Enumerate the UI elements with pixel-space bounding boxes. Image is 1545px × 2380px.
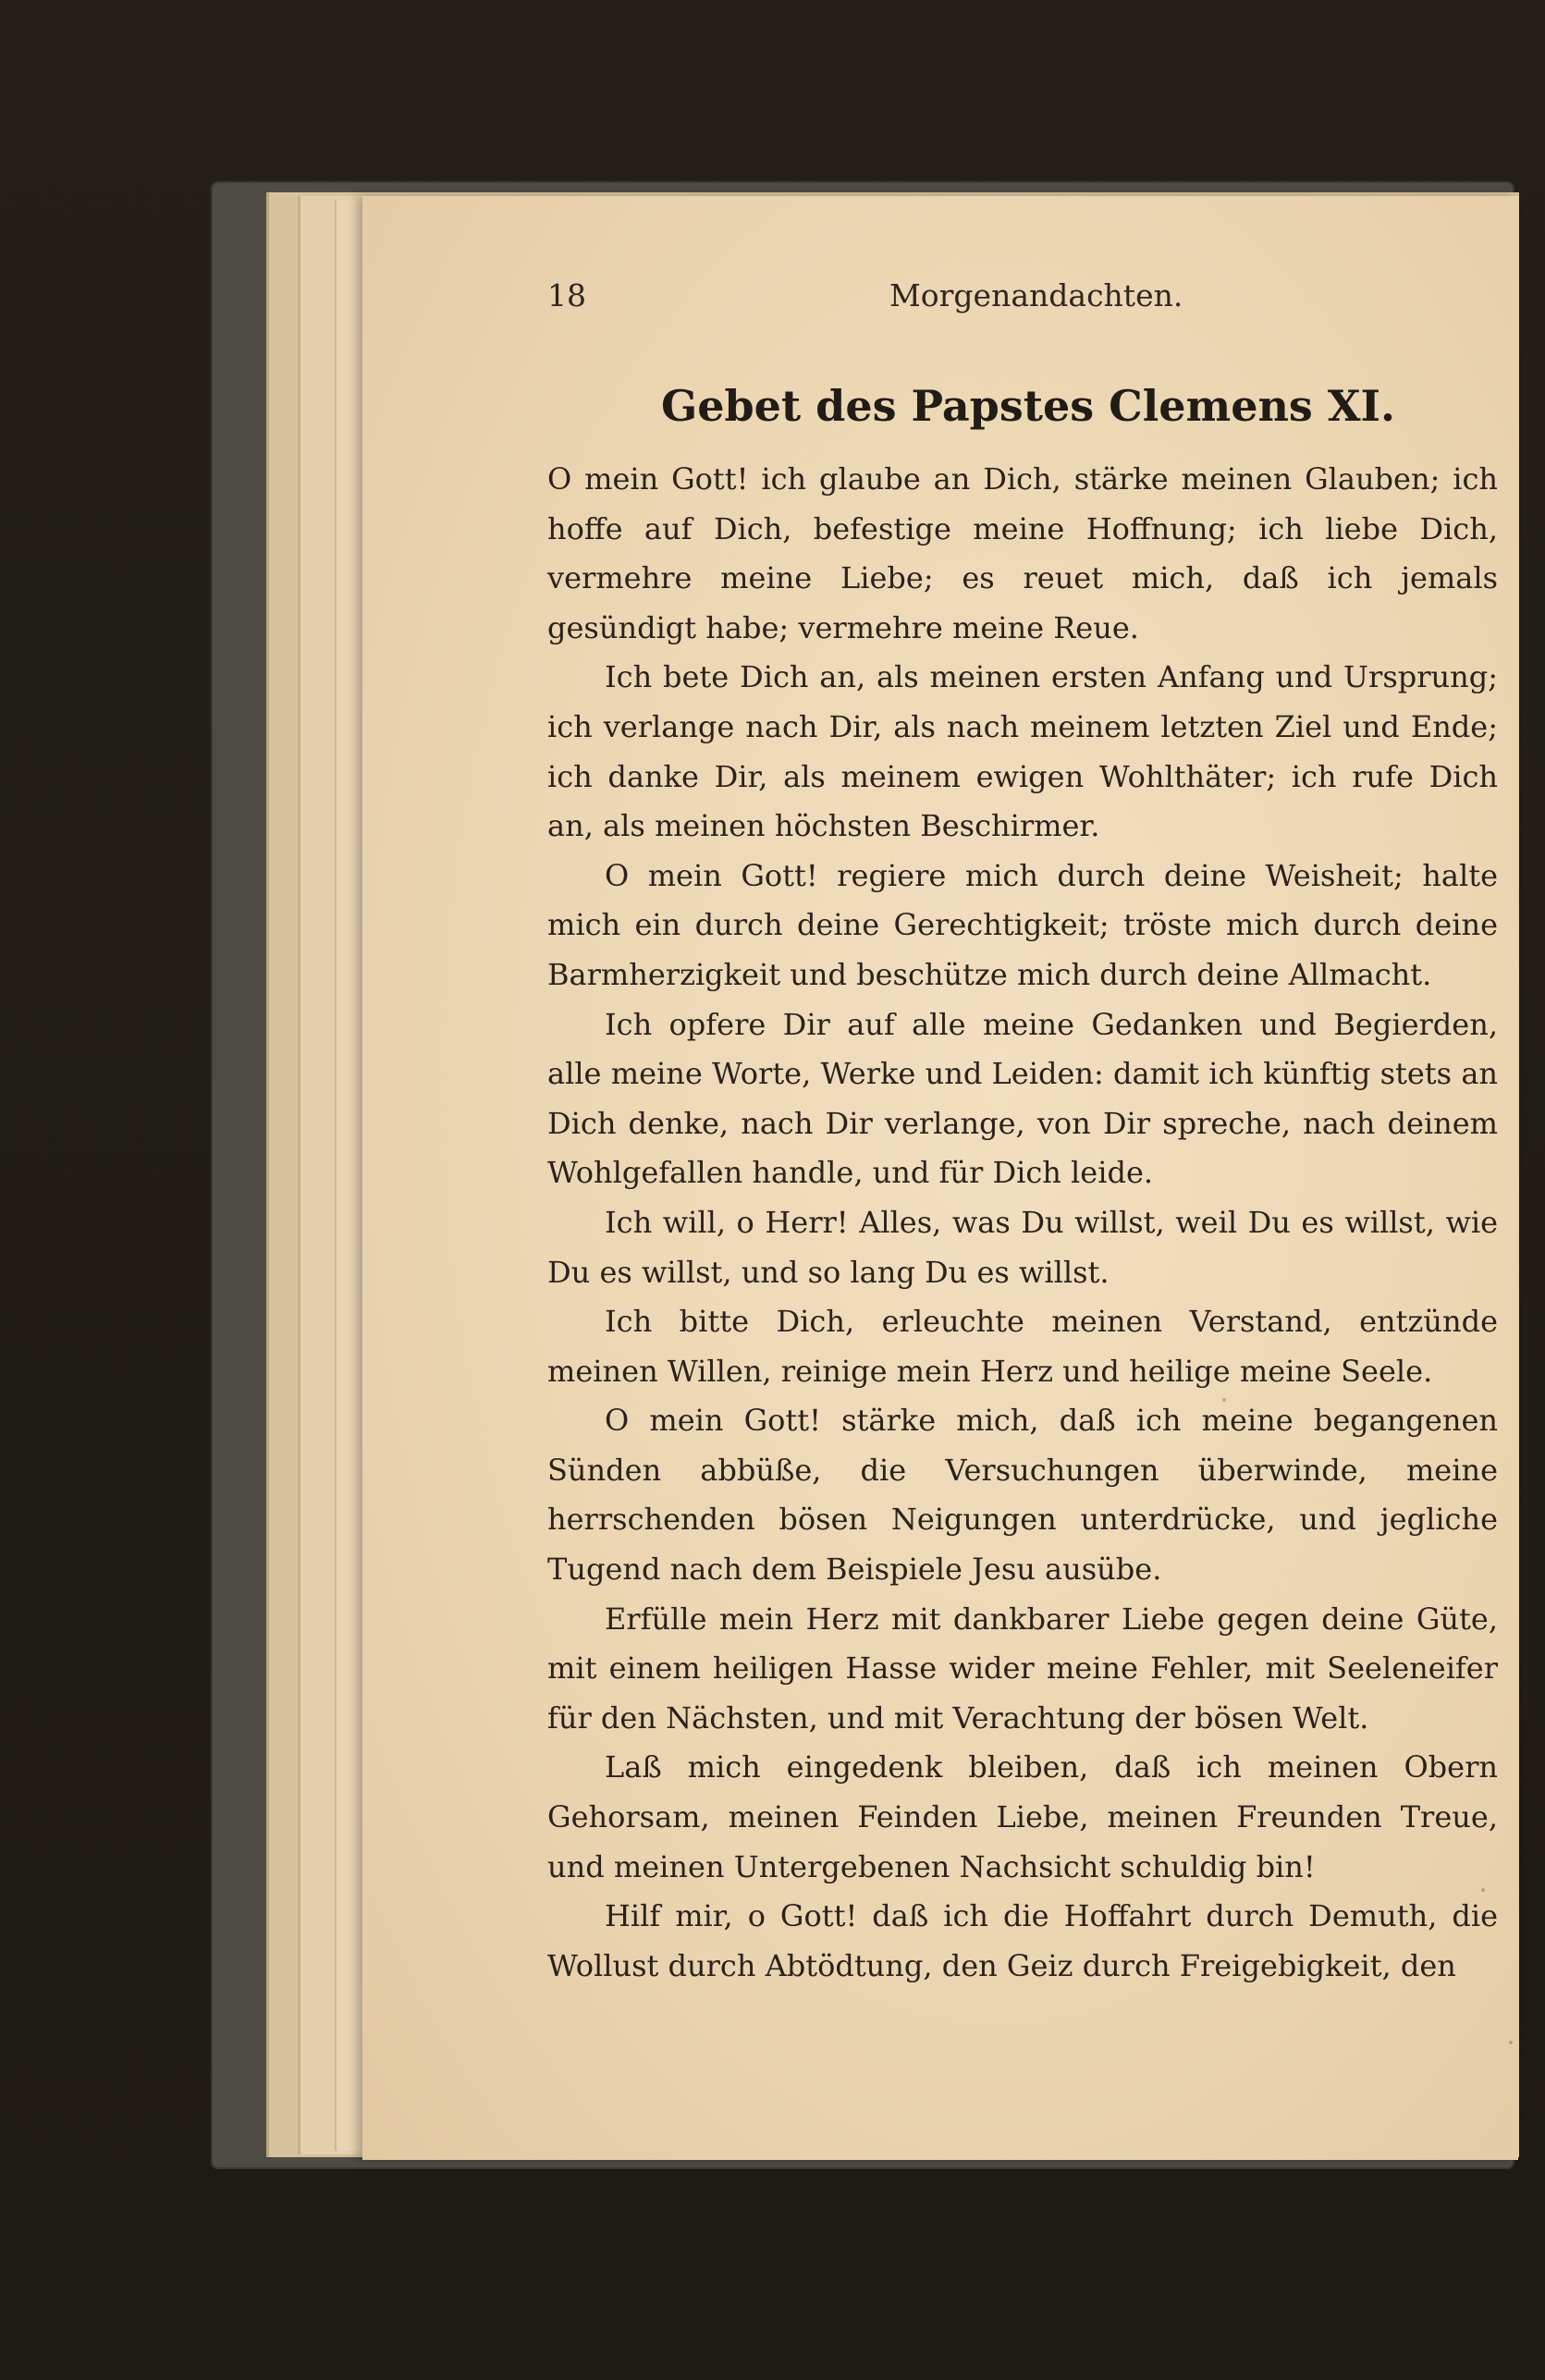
prayer-title: Gebet des Papstes Clemens XI. xyxy=(660,381,1396,431)
paragraph: Laß mich eingedenk bleiben, daß ich meinen Obern Gehorsam, meinen Feinden Liebe, meinen Freunden Treue, und meinen Untergebenen Nachsicht schuldig bin! xyxy=(547,1749,1498,1884)
paragraph: Erfülle mein Herz mit dankbarer Liebe gegen deine Güte, mit einem heiligen Hasse wider meine Fehler, mit Seeleneifer für den Nächsten, und mit Verachtung der bösen Welt. xyxy=(547,1601,1498,1736)
paragraph: Ich will, o Herr! Alles, was Du willst, weil Du es willst, wie Du es willst, und so lang Du es willst. xyxy=(547,1204,1498,1290)
page-number: 18 xyxy=(547,277,586,313)
paragraph: O mein Gott! stärke mich, daß ich meine begangenen Sünden abbüße, die Versuchungen überwinde, meine herrschenden bösen Neigungen unterdrücke, und jegliche Tugend nach dem Beispiele Jesu ausübe. xyxy=(547,1403,1498,1588)
running-head xyxy=(547,277,1509,324)
paper-fleck xyxy=(1509,2041,1513,2044)
paragraph: O mein Gott! ich glaube an Dich, stärke meinen Glauben; ich hoffe auf Dich, befestige meine Hoffnung; ich liebe Dich, vermehre meine Liebe; es reuet mich, daß ich jemals gesündigt habe; vermehre meine Reue. xyxy=(547,461,1498,645)
running-title: Morgenandachten. xyxy=(889,277,1183,313)
prayer-body xyxy=(547,455,1498,1991)
paragraph: Hilf mir, o Gott! daß ich die Hoffahrt durch Demuth, die Wollust durch Abtödtung, den Geiz durch Freigebigkeit, den xyxy=(547,1898,1498,1983)
paragraph: O mein Gott! regiere mich durch deine Weisheit; halte mich ein durch deine Gerechtigkeit; tröste mich durch deine Barmherzigkeit und beschütze mich durch deine Allmacht. xyxy=(547,857,1498,992)
paragraph: Ich opfere Dir auf alle meine Gedanken und Begierden, alle meine Worte, Werke und Leiden: damit ich künftig stets an Dich denke, nach Dir verlange, von Dir spreche, nach deinem Wohlgefallen handle, und für Dich leide. xyxy=(547,1006,1498,1191)
paragraph: Ich bete Dich an, als meinen ersten Anfang und Ursprung; ich verlange nach Dir, als nach meinem letzten Ziel und Ende; ich danke Dir, als meinem ewigen Wohlthäter; ich rufe Dich an, als meinen höchsten Beschirmer. xyxy=(547,659,1498,844)
paragraph: Ich bitte Dich, erleuchte meinen Verstand, entzünde meinen Willen, reinige mein Herz und heilige meine Seele. xyxy=(547,1304,1498,1389)
